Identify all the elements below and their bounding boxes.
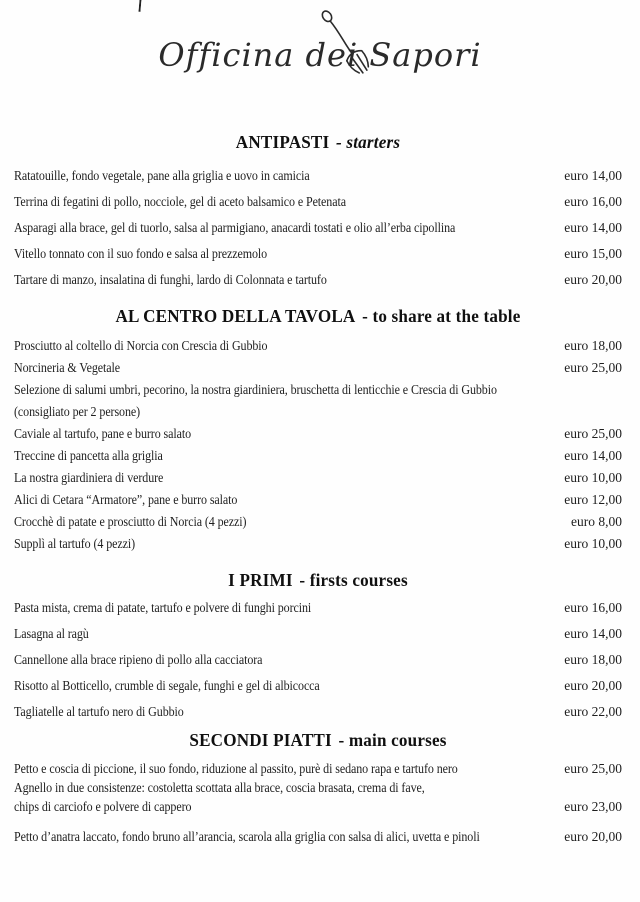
menu-item-name: [14, 335, 622, 357]
menu-sections: [0, 131, 640, 846]
menu-item-row: [14, 379, 622, 423]
menu-item-price: euro 10,00: [564, 536, 622, 551]
menu-item-name-line: Tagliatelle al tartufo nero di Gubbio: [14, 704, 184, 719]
menu-item-price: euro 20,00: [564, 272, 622, 287]
menu-item-row: [14, 269, 622, 291]
restaurant-logo: [0, 0, 640, 112]
menu-item-name-line: Petto e coscia di piccione, il suo fondo, riduzione al passito, purè di sedano rapa e tartufo nero: [14, 761, 458, 776]
menu-item-price: euro 20,00: [564, 678, 622, 693]
menu-item-name-line: Pasta mista, crema di patate, tartufo e polvere di funghi porcini: [14, 600, 312, 615]
menu-item-price: euro 14,00: [564, 168, 622, 183]
section-subtitle: - firsts courses: [299, 570, 408, 590]
menu-item-row: [14, 335, 622, 357]
menu-item-name: [14, 623, 622, 645]
menu-item-name-line: Ratatouille, fondo vegetale, pane alla griglia e uovo in camicia: [14, 168, 310, 183]
menu-item-name: [14, 649, 622, 671]
section-heading: [29, 131, 607, 153]
menu-item-row: [14, 243, 622, 265]
menu-item-name: [14, 165, 622, 187]
menu-item-price: euro 16,00: [564, 600, 622, 615]
menu-item-name-line: Terrina di fegatini di pollo, nocciole, gel di aceto balsamico e Petenata: [14, 194, 346, 209]
menu-item-price: euro 20,00: [564, 829, 622, 844]
menu-item-price: euro 16,00: [564, 194, 622, 209]
menu-item-name: [14, 467, 622, 489]
menu-item-name: [14, 269, 622, 291]
menu-item-name: [14, 597, 622, 619]
menu-item-name-line: Risotto al Botticello, crumble di segale, funghi e gel di albicocca: [14, 678, 320, 693]
menu-item-price: euro 18,00: [564, 652, 622, 667]
menu-item-row: [14, 191, 622, 213]
section-subtitle: - to share at the table: [362, 306, 521, 326]
menu-item-row: [14, 511, 622, 533]
menu-item-name-line: Cannellone alla brace ripieno di pollo alla cacciatora: [14, 652, 263, 667]
menu-item-row: [14, 423, 622, 445]
menu-section: [14, 131, 622, 291]
menu-item-name-line: Norcineria & Vegetale: [14, 360, 121, 375]
menu-item-price: euro 14,00: [564, 626, 622, 641]
menu-item-name: [14, 379, 622, 423]
menu-item-row: [14, 597, 622, 619]
section-title: I PRIMI: [228, 570, 293, 590]
menu-item-name-line: Crocchè di patate e prosciutto di Norcia (4 pezzi): [14, 514, 247, 529]
section-title: AL CENTRO DELLA TAVOLA: [115, 306, 356, 326]
menu-item-price: euro 23,00: [564, 799, 622, 814]
menu-item-name-line: Petto d’anatra laccato, fondo bruno all’arancia, scarola alla griglia con salsa di alici, uvetta e pinoli: [14, 829, 480, 844]
menu-item-price: euro 18,00: [564, 338, 622, 353]
menu-item-row: [14, 533, 622, 555]
logo-text: Officina dei Sapori: [158, 36, 482, 74]
menu-item-name-line: Treccine di pancetta alla griglia: [14, 448, 163, 463]
menu-item-name: [14, 191, 622, 213]
menu-item-row: [14, 759, 622, 778]
section-heading: [29, 729, 607, 751]
menu-item-row: [14, 778, 622, 816]
section-title: SECONDI PIATTI: [189, 730, 332, 750]
menu-item-row: [14, 827, 622, 846]
menu-section: [14, 729, 622, 846]
menu-item-name-line2: (consigliato per 2 persone): [14, 404, 141, 419]
menu-item-price: euro 14,00: [564, 448, 622, 463]
section-heading: [29, 305, 607, 327]
menu-item-name: [14, 675, 622, 697]
menu-item-price: euro 8,00: [571, 514, 622, 529]
menu-item-row: [14, 165, 622, 187]
menu-item-name: [14, 423, 622, 445]
menu-item-name-line: Alici di Cetara “Armatore”, pane e burro salato: [14, 492, 238, 507]
section-subtitle: - starters: [336, 132, 401, 152]
menu-item-row: [14, 217, 622, 239]
menu-item-name-line2: chips di carciofo e polvere di cappero: [14, 799, 192, 814]
menu-item-name: [14, 827, 622, 846]
menu-item-price: euro 22,00: [564, 704, 622, 719]
section-title: ANTIPASTI: [235, 132, 330, 152]
menu-item-price: euro 14,00: [564, 220, 622, 235]
menu-item-name: [14, 701, 622, 723]
menu-section: [14, 569, 622, 723]
menu-item-row: [14, 467, 622, 489]
menu-item-price: euro 12,00: [564, 492, 622, 507]
menu-item-name: [14, 243, 622, 265]
menu-item-price: euro 10,00: [564, 470, 622, 485]
menu-item-name-line: Asparagi alla brace, gel di tuorlo, salsa al parmigiano, anacardi tostati e olio all’erba cipollina: [14, 220, 456, 235]
menu-item-row: [14, 489, 622, 511]
menu-item-name-line: Lasagna al ragù: [14, 626, 89, 641]
menu-item-price: euro 25,00: [564, 360, 622, 375]
menu-item-name-line: Caviale al tartufo, pane e burro salato: [14, 426, 192, 441]
menu-section: [14, 305, 622, 555]
menu-item-price: euro 25,00: [564, 761, 622, 776]
menu-item-name-line: La nostra giardiniera di verdure: [14, 470, 164, 485]
menu-item-row: [14, 445, 622, 467]
section-subtitle: - main courses: [338, 730, 447, 750]
section-heading: [29, 569, 607, 591]
menu-item-row: [14, 623, 622, 645]
menu-item-name: [14, 217, 622, 239]
decorative-mark: [138, 0, 145, 12]
menu-item-price: euro 25,00: [564, 426, 622, 441]
menu-item-name: [14, 778, 622, 816]
menu-item-row: [14, 357, 622, 379]
menu-item-row: [14, 701, 622, 723]
menu-item-row: [14, 649, 622, 671]
menu-item-name: [14, 533, 622, 555]
menu-item-name: [14, 489, 622, 511]
menu-item-row: [14, 675, 622, 697]
menu-item-name-line: Supplì al tartufo (4 pezzi): [14, 536, 136, 551]
menu-item-name-line: Prosciutto al coltello di Norcia con Crescia di Gubbio: [14, 338, 268, 353]
menu-item-name-line: Vitello tonnato con il suo fondo e salsa al prezzemolo: [14, 246, 268, 261]
menu-item-name: [14, 445, 622, 467]
menu-item-name: [14, 511, 622, 533]
menu-item-price: euro 15,00: [564, 246, 622, 261]
menu-item-name: [14, 759, 622, 778]
menu-item-name: [14, 357, 622, 379]
menu-item-name-line: Selezione di salumi umbri, pecorino, la nostra giardiniera, bruschetta di lenticchie e Crescia di Gubbio: [14, 382, 497, 397]
menu-item-name-line: Agnello in due consistenze: costoletta scottata alla brace, coscia brasata, crema di fave,: [14, 780, 425, 795]
menu-item-name-line: Tartare di manzo, insalatina di funghi, lardo di Colonnata e tartufo: [14, 272, 327, 287]
